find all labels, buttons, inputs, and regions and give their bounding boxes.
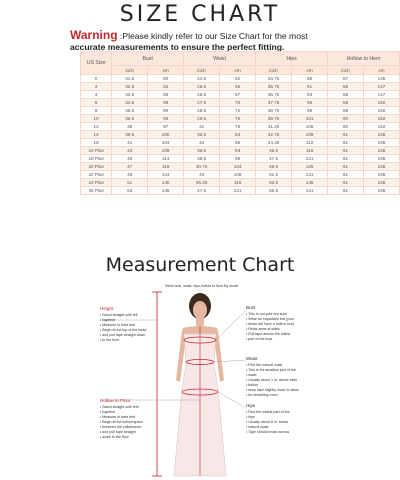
value-cell: 72 (220, 107, 256, 115)
value-cell: 57 (328, 75, 364, 83)
value-cell: 45.5 (256, 147, 292, 155)
value-cell: 27.5 (184, 99, 220, 107)
table-row (81, 139, 400, 147)
value-cell: 131 (292, 171, 328, 179)
value-cell: 32.5 (112, 83, 148, 91)
value-cell: 55.5 (256, 187, 292, 195)
value-cell: 119 (148, 163, 184, 171)
value-cell: 109 (148, 147, 184, 155)
value-cell: 29.5 (184, 115, 220, 123)
value-cell: 147 (364, 83, 400, 91)
value-cell: 41.25 (256, 123, 292, 131)
table-row (81, 83, 400, 91)
value-cell: 26.5 (184, 91, 220, 99)
instruction-line: • for breathing room (246, 393, 278, 397)
size-cell: 6 (81, 99, 112, 107)
value-cell: 67 (220, 91, 256, 99)
value-cell: 36.75 (256, 91, 292, 99)
value-cell: 93 (148, 115, 184, 123)
value-cell: 34 (184, 139, 220, 147)
size-table (80, 51, 400, 195)
value-cell: 61 (328, 187, 364, 195)
value-cell: 141 (292, 187, 328, 195)
value-cell: 61 (328, 155, 364, 163)
value-cell: 96 (292, 99, 328, 107)
value-cell: 47.5 (256, 155, 292, 163)
email-note: Send bust, waist, hips,hollow to floor By email (165, 284, 238, 288)
value-cell: 155 (364, 131, 400, 139)
unit-cell: cm (220, 66, 256, 75)
value-cell: 93 (220, 147, 256, 155)
unit-cell: cm (292, 66, 328, 75)
value-cell: 34.5 (112, 99, 148, 107)
value-cell: 59 (328, 99, 364, 107)
value-cell: 100 (148, 131, 184, 139)
warning-note (70, 30, 370, 53)
value-cell: 28.5 (184, 107, 220, 115)
unit-cell: inch (256, 66, 292, 75)
value-cell: 61 (328, 147, 364, 155)
value-cell: 97 (148, 123, 184, 131)
hips-title: Hips (246, 403, 256, 408)
value-cell: 79 (220, 123, 256, 131)
value-cell: 88 (292, 75, 328, 83)
size-cell: 16 Plus (81, 147, 112, 155)
value-cell: 59 (328, 107, 364, 115)
size-cell: 26 Plus (81, 187, 112, 195)
warning-line-2: accurate measurements to ensure the perfect fitting. (70, 42, 285, 52)
value-cell: 37.75 (256, 99, 292, 107)
value-cell: 35.75 (256, 83, 292, 91)
value-cell: 24.5 (184, 75, 220, 83)
instruction-line: • keep tape slightly loose to allow (246, 388, 299, 392)
instruction-line: • together (100, 318, 116, 322)
height-instructions (100, 313, 160, 343)
value-cell: 33.5 (112, 91, 148, 99)
value-cell: 152 (364, 115, 400, 123)
header-hips: Hips (256, 52, 328, 66)
value-cell: 47 (112, 163, 148, 171)
value-cell: 136 (292, 179, 328, 187)
page-title: SIZE CHART (119, 2, 281, 27)
value-cell: 115 (220, 179, 256, 187)
value-cell: 38 (112, 123, 148, 131)
table-row (81, 115, 400, 123)
value-cell: 51.5 (256, 171, 292, 179)
value-cell: 155 (364, 163, 400, 171)
instruction-line: • waist (246, 373, 257, 377)
value-cell: 85 (148, 91, 184, 99)
instruction-line: • dress will have a built-in bra) (246, 322, 294, 326)
value-cell: 83 (148, 83, 184, 91)
value-cell: 101 (292, 115, 328, 123)
instruction-line: • Usually about 8 in. below (246, 420, 289, 424)
value-cell: 80 (148, 75, 184, 83)
instruction-line: • natural waist (246, 425, 269, 429)
value-cell: 88 (148, 99, 184, 107)
size-cell: 10 (81, 115, 112, 123)
instruction-line: • part of the bust (246, 337, 273, 341)
instruction-line: • down to the floor (100, 435, 129, 439)
instruction-line: • and pull tape straight down (100, 333, 146, 337)
value-cell: 39.75 (256, 115, 292, 123)
size-cell: 12 (81, 123, 112, 131)
waist-instructions (246, 363, 316, 398)
value-cell: 40.75 (184, 163, 220, 171)
value-cell: 112 (292, 139, 328, 147)
value-cell: 43 (112, 147, 148, 155)
value-cell: 155 (364, 171, 400, 179)
value-cell: 25.5 (184, 83, 220, 91)
value-cell: 53 (112, 187, 148, 195)
value-cell: 38.5 (184, 155, 220, 163)
value-cell: 53.5 (256, 179, 292, 187)
value-cell: 121 (292, 155, 328, 163)
header-us-size: US Size (81, 52, 112, 75)
instruction-line: • hips (246, 415, 255, 419)
size-cell: 16 (81, 139, 112, 147)
value-cell: 155 (364, 187, 400, 195)
table-row (81, 131, 400, 139)
instruction-line: • This is the smallest part of the (246, 368, 296, 372)
table-row (81, 107, 400, 115)
value-cell: 36.5 (112, 115, 148, 123)
waist-title: Waist (246, 356, 258, 361)
value-cell: 61 (328, 139, 364, 147)
height-title: Height (100, 306, 114, 311)
unit-cell: inch (184, 66, 220, 75)
value-cell: 91 (292, 83, 328, 91)
value-cell: 49 (112, 171, 148, 179)
size-cell: 18 Plus (81, 155, 112, 163)
hollow-instructions (100, 405, 160, 440)
table-row (81, 187, 400, 195)
instruction-line: • Relax arms at sides (246, 327, 280, 331)
value-cell: 70 (220, 99, 256, 107)
value-cell: 104 (220, 163, 256, 171)
value-cell: 90 (148, 107, 184, 115)
value-cell: 60 (328, 123, 364, 131)
value-cell: 145 (364, 75, 400, 83)
value-cell: 45 (112, 155, 148, 163)
value-cell: 39.5 (112, 131, 148, 139)
instruction-line: • Find the widest part of the (246, 410, 290, 414)
header-waist: Waist (184, 52, 256, 66)
value-cell: 36.5 (184, 147, 220, 155)
value-cell: 42.75 (256, 131, 292, 139)
instruction-line: • Begin at the top of the head (100, 328, 147, 332)
value-cell: 155 (364, 179, 400, 187)
table-row (81, 99, 400, 107)
size-cell: 0 (81, 75, 112, 83)
instruction-line: • and pull tape straight (100, 430, 136, 434)
instruction-line: • between the collarbones (100, 425, 142, 429)
value-cell: 105 (292, 123, 328, 131)
value-cell: 45.25 (184, 179, 220, 187)
instruction-line: • Stand straight with fell (100, 313, 138, 317)
value-cell: 31.5 (112, 75, 148, 83)
header-hollow-to-hem: Hollow to Hem (328, 52, 400, 66)
unit-cell: inch (328, 66, 364, 75)
instruction-line: • Usually about 1 in. above belly (246, 378, 298, 382)
value-cell: 38.75 (256, 107, 292, 115)
unit-cell: cm (148, 66, 184, 75)
value-cell: 98 (292, 107, 328, 115)
measurement-chart-title: Measurement Chart (105, 254, 295, 276)
size-cell: 14 (81, 131, 112, 139)
value-cell: 49.5 (256, 163, 292, 171)
instruction-line: • Stand straight with feet (100, 405, 139, 409)
measurement-figure (0, 280, 400, 480)
size-cell: 22 Plus (81, 171, 112, 179)
size-cell: 20 Plus (81, 163, 112, 171)
value-cell: 60 (328, 115, 364, 123)
value-cell: 155 (364, 147, 400, 155)
table-row (81, 75, 400, 83)
bust-title: Bust (246, 305, 256, 310)
instruction-line: • Measure in bare feet (100, 323, 136, 327)
hips-instructions (246, 410, 316, 435)
value-cell: 86 (220, 139, 256, 147)
value-cell: 150 (364, 107, 400, 115)
model-illustration (0, 280, 400, 480)
model-face (193, 301, 207, 319)
value-cell: 155 (364, 139, 400, 147)
instruction-line: • Wear an unpadded bra (your (246, 317, 295, 321)
size-cell: 8 (81, 107, 112, 115)
value-cell: 155 (364, 155, 400, 163)
table-row (81, 91, 400, 99)
value-cell: 83 (220, 131, 256, 139)
table-row (81, 163, 400, 171)
value-cell: 61 (328, 171, 364, 179)
value-cell: 124 (148, 171, 184, 179)
value-cell: 98 (220, 155, 256, 163)
value-cell: 116 (292, 147, 328, 155)
table-row (81, 123, 400, 131)
value-cell: 126 (292, 163, 328, 171)
instruction-line: • to the floor (100, 338, 120, 342)
value-cell: 135 (148, 187, 184, 195)
header-bust: Bust (112, 52, 184, 66)
value-cell: 65 (220, 83, 256, 91)
table-row (81, 171, 400, 179)
value-cell: 31 (184, 123, 220, 131)
value-cell: 41 (112, 139, 148, 147)
value-cell: 44.25 (256, 139, 292, 147)
value-cell: 93 (292, 91, 328, 99)
instruction-line: • This is not your bra size! (246, 312, 288, 316)
value-cell: 61 (328, 179, 364, 187)
warning-label: Warning (70, 28, 118, 42)
value-cell: 109 (220, 171, 256, 179)
value-cell: 121 (220, 187, 256, 195)
table-row (81, 147, 400, 155)
size-cell: 24 Plus (81, 179, 112, 187)
value-cell: 61 (328, 131, 364, 139)
value-cell: 75 (220, 115, 256, 123)
hollow-title: Hollow to Floor (100, 398, 131, 403)
value-cell: 109 (292, 131, 328, 139)
value-cell: 58 (328, 83, 364, 91)
value-cell: 130 (148, 179, 184, 187)
value-cell: 114 (148, 155, 184, 163)
value-cell: 47.5 (184, 187, 220, 195)
instruction-line: • Pull tape across the fullest (246, 332, 291, 336)
table-row (81, 179, 400, 187)
instruction-line: • button (246, 383, 259, 387)
instruction-line: • Measure in bare feet (100, 415, 136, 419)
value-cell: 32.5 (184, 131, 220, 139)
instruction-line: • Tape should brush across (246, 430, 290, 434)
value-cell: 104 (148, 139, 184, 147)
warning-line-1: :Please kindly refer to our Size Chart for the most (117, 31, 308, 41)
value-cell: 147 (364, 91, 400, 99)
instruction-line: • Begin at the hollow space (100, 420, 144, 424)
value-cell: 150 (364, 99, 400, 107)
instruction-line: • Find the natural waist (246, 363, 283, 367)
value-cell: 43 (184, 171, 220, 179)
unit-cell: cm (364, 66, 400, 75)
value-cell: 58 (328, 91, 364, 99)
size-cell: 4 (81, 91, 112, 99)
table-row (81, 155, 400, 163)
size-cell: 2 (81, 83, 112, 91)
bust-instructions (246, 312, 316, 342)
instruction-line: • together (100, 410, 116, 414)
value-cell: 34.75 (256, 75, 292, 83)
value-cell: 152 (364, 123, 400, 131)
value-cell: 51 (112, 179, 148, 187)
value-cell: 35.5 (112, 107, 148, 115)
unit-cell: inch (112, 66, 148, 75)
value-cell: 62 (220, 75, 256, 83)
value-cell: 61 (328, 163, 364, 171)
